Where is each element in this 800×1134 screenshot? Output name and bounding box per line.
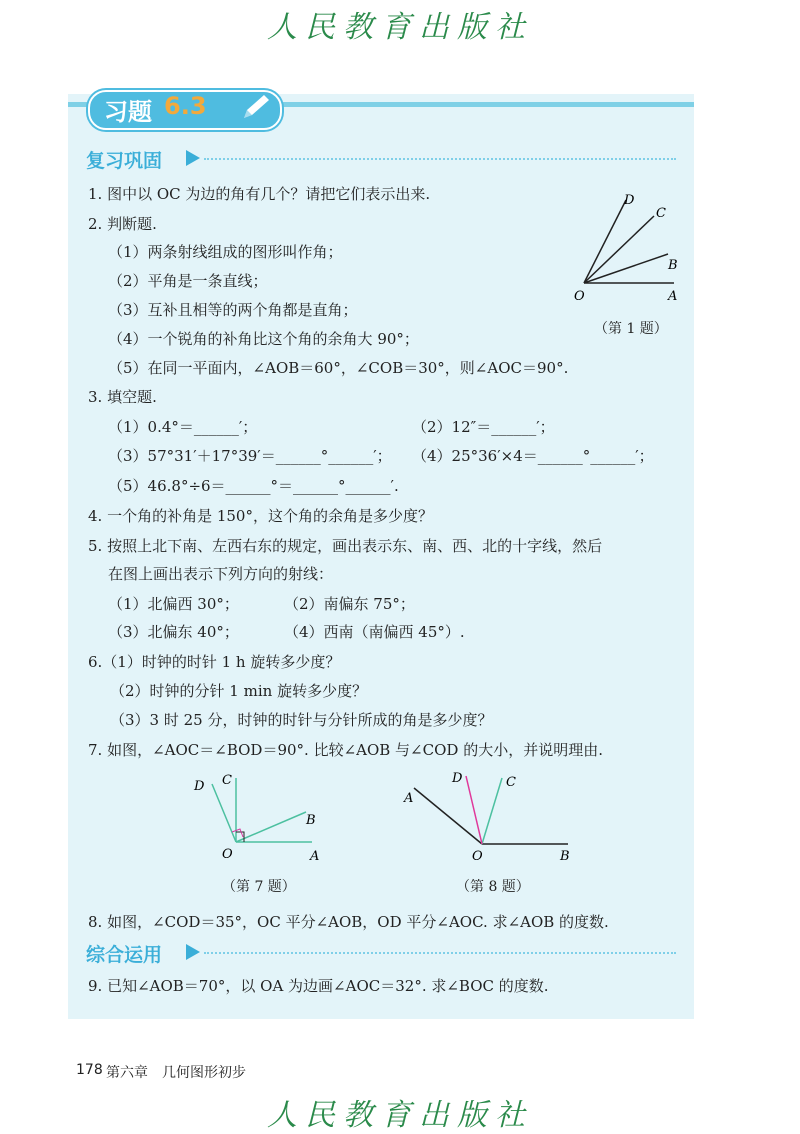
- ray-oa: [414, 788, 482, 844]
- fig1-label-o: O: [574, 289, 585, 304]
- section-review-arrow-icon: [186, 150, 200, 166]
- fig1-label-c: C: [656, 206, 666, 221]
- fig7-label-c: C: [222, 773, 232, 788]
- fig7-label-b: B: [306, 813, 316, 828]
- question-7: 7. 如图，∠AOC＝∠BOD＝90°. 比较∠AOB 与∠COD 的大小，并说明理由.: [88, 741, 603, 759]
- ray-od: [466, 776, 482, 844]
- question-9: 9. 已知∠AOB＝70°，以 OA 为边画∠AOC＝32°. 求∠BOC 的度数.: [88, 977, 549, 995]
- question-2-item-5: （5）在同一平面内，∠AOB＝60°，∠COB＝30°，则∠AOC＝90°.: [108, 359, 569, 377]
- figure-8: [396, 768, 586, 868]
- question-6-item-1: 6.（1）时钟的时针 1 h 旋转多少度？: [88, 653, 341, 671]
- fig7-label-a: A: [310, 849, 320, 864]
- question-3-item-3: （3）57°31′＋17°39′＝______°______′；: [108, 447, 392, 465]
- question-5-item-2: （2）南偏东 75°；: [284, 595, 415, 613]
- publisher-logo-top: 人民教育出版社: [267, 10, 533, 45]
- fig7-label-d: D: [194, 779, 205, 794]
- question-3-item-4: （4）25°36′×4＝______°______′；: [412, 447, 654, 465]
- question-2-item-1: （1）两条射线组成的图形叫作角；: [108, 243, 343, 261]
- section-apply-title: 综合运用: [86, 944, 163, 966]
- fig8-label-a: A: [404, 791, 414, 806]
- fig7-label-o: O: [222, 847, 233, 862]
- fig8-label-d: D: [452, 771, 463, 786]
- exercise-title-label: 习题: [104, 98, 152, 126]
- question-8: 8. 如图，∠COD＝35°，OC 平分∠AOB，OD 平分∠AOC. 求∠AOB 的度数.: [88, 913, 609, 931]
- figure-8-caption: （第 8 题）: [456, 879, 530, 895]
- question-6-item-2: （2）时钟的分针 1 min 旋转多少度？: [110, 682, 368, 700]
- exercise-title-number: 6.3: [164, 92, 207, 120]
- pencil-icon: [238, 92, 272, 122]
- publisher-logo-bottom: 人民教育出版社: [267, 1098, 533, 1133]
- ray-ob: [236, 812, 306, 842]
- section-apply-divider: [204, 952, 676, 954]
- question-5-head-1: 5. 按照上北下南、左西右东的规定，画出表示东、南、西、北的十字线，然后: [88, 537, 603, 555]
- question-4: 4. 一个角的补角是 150°，这个角的余角是多少度？: [88, 507, 433, 525]
- question-3-item-5: （5）46.8°÷6＝______°＝______°______′.: [108, 477, 399, 495]
- fig8-label-c: C: [506, 775, 516, 790]
- question-3-item-1: （1）0.4°＝______′；: [108, 418, 258, 436]
- fig1-label-b: B: [668, 258, 678, 273]
- fig8-label-b: B: [560, 849, 570, 864]
- ray-oc: [482, 778, 502, 844]
- question-2-head: 2. 判断题.: [88, 215, 157, 233]
- question-6-item-3: （3）3 时 25 分，时钟的时针与分针所成的角是多少度？: [110, 711, 493, 729]
- ray-oc: [584, 216, 654, 283]
- figure-7-caption: （第 7 题）: [222, 879, 296, 895]
- question-3-item-2: （2）12″＝______′；: [412, 418, 555, 436]
- section-apply-arrow-icon: [186, 944, 200, 960]
- figure-1-caption: （第 1 题）: [594, 321, 668, 337]
- question-3-head: 3. 填空题.: [88, 388, 157, 406]
- fig8-label-o: O: [472, 849, 483, 864]
- chapter-title: 第六章 几何图形初步: [106, 1065, 246, 1081]
- figure-7: [186, 768, 336, 868]
- section-review-title: 复习巩固: [86, 150, 163, 172]
- figure-1: [570, 188, 690, 308]
- question-1: 1. 图中以 OC 为边的角有几个？请把它们表示出来.: [88, 185, 431, 203]
- question-2-item-4: （4）一个锐角的补角比这个角的余角大 90°；: [108, 330, 419, 348]
- question-5-head-2: 在图上画出表示下列方向的射线：: [108, 565, 334, 583]
- page-number: 178: [76, 1062, 103, 1078]
- question-2-item-2: （2）平角是一条直线；: [108, 272, 268, 290]
- section-review-divider: [204, 158, 676, 160]
- question-5-item-4: （4）西南（南偏西 45°）.: [284, 623, 465, 641]
- fig1-label-d: D: [624, 193, 635, 208]
- question-2-item-3: （3）互补且相等的两个角都是直角；: [108, 301, 358, 319]
- ray-od: [212, 784, 236, 842]
- question-5-item-3: （3）北偏东 40°；: [108, 623, 239, 641]
- question-5-item-1: （1）北偏西 30°；: [108, 595, 239, 613]
- fig1-label-a: A: [668, 289, 678, 304]
